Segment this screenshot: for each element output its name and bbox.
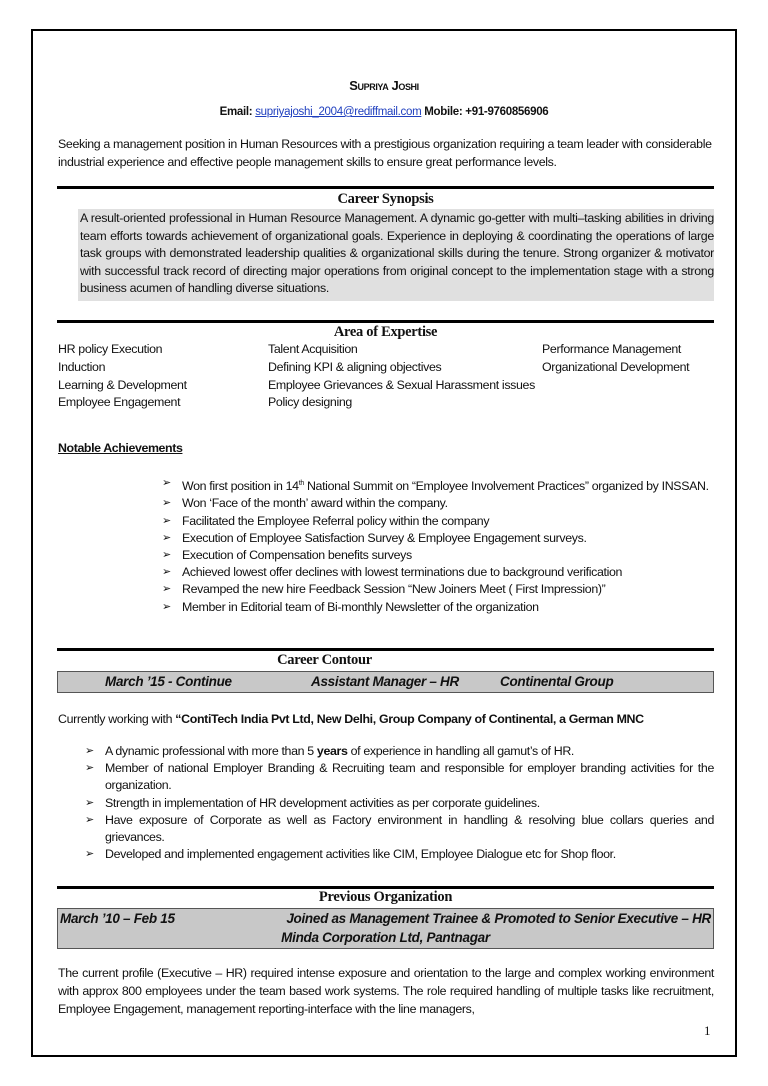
list-item: ➢ Developed and implemented engagement activities like CIM, Employee Dialogue etc for Shop floor. (85, 846, 714, 863)
expertise-item: Employee Grievances & Sexual Harassment issues (268, 377, 535, 392)
expertise-col-3 (542, 341, 689, 377)
list-item: ➢ Revamped the new hire Feedback Session “New Joiners Meet ( First Impression)” (162, 581, 714, 598)
email-label: Email: (219, 106, 253, 118)
previous-heading: Previous Organization (318, 889, 453, 905)
list-item: ➢ Won first position in 14th National Summit on “Employee Involvement Practices” organized by INSSAN. (162, 477, 709, 494)
arrow-bullet-icon: ➢ (162, 600, 171, 613)
arrow-bullet-icon: ➢ (85, 762, 94, 775)
expertise-item: Talent Acquisition (268, 342, 358, 356)
list-item: ➢ Member of national Employer Branding & Recruiting team and responsible for employer branding activities for the organization. (85, 761, 714, 793)
list-item: ➢ Member in Editorial team of Bi-monthly Newsletter of the organization (162, 599, 714, 616)
list-item: ➢ A dynamic professional with more than 5 years of experience in handling all gamut’s of HR. (85, 743, 714, 760)
expertise-item: Employee Engagement (58, 395, 181, 410)
role: Assistant Manager – HR (311, 674, 459, 689)
expertise-item: Induction (58, 359, 106, 374)
list-item: ➢ Execution of Employee Satisfaction Survey & Employee Engagement surveys. (162, 530, 714, 547)
synopsis-heading: Career Synopsis (337, 191, 434, 207)
objective: Seeking a management position in Human Resources with a prestigious organization requiring a team leader with considerable industrial experience and effective people management skills to ensure great performance levels. (58, 137, 712, 169)
mobile: Mobile: +91-9760856906 (424, 106, 549, 118)
email-link[interactable]: supriyajoshi_2004@rediffmail.com (255, 106, 422, 118)
arrow-bullet-icon: ➢ (85, 848, 94, 861)
divider (57, 186, 714, 189)
role: Joined as Management Trainee & Promoted to Senior Executive – HR (286, 911, 711, 926)
arrow-bullet-icon: ➢ (162, 566, 171, 579)
current-role-list (85, 743, 714, 863)
company: Minda Corporation Ltd, Pantnagar (281, 930, 490, 945)
expertise-item: Organizational Development (542, 359, 690, 374)
list-item: ➢ Have exposure of Corporate as well as Factory environment in handling & resolving blue collars queries and grievances. (85, 812, 714, 845)
list-item: ➢ Facilitated the Employee Referral policy within the company (162, 513, 714, 530)
achievements-heading: Notable Achievements (58, 441, 183, 455)
expertise-item: Learning & Development (58, 377, 187, 392)
company: Continental Group (500, 674, 614, 689)
arrow-bullet-icon: ➢ (162, 497, 171, 510)
arrow-bullet-icon: ➢ (85, 813, 94, 826)
list-item: ➢ Won ‘Face of the month’ award within the company. (162, 495, 714, 512)
expertise-item: HR policy Execution (58, 342, 163, 356)
contour-heading: Career Contour (277, 652, 372, 668)
arrow-bullet-icon: ➢ (162, 514, 171, 527)
period: March ’15 - Continue (105, 674, 232, 689)
contact-line (0, 106, 768, 118)
divider (57, 648, 714, 651)
previous-role-band (57, 908, 714, 949)
arrow-bullet-icon: ➢ (162, 531, 171, 544)
expertise-item: Policy designing (268, 395, 352, 410)
arrow-bullet-icon: ➢ (162, 477, 171, 489)
expertise-col-1 (58, 341, 187, 412)
arrow-bullet-icon: ➢ (162, 548, 171, 561)
period: March ’10 – Feb 15 (60, 911, 175, 926)
expertise-item: Defining KPI & aligning objectives (268, 359, 442, 374)
expertise-col-2 (268, 341, 535, 412)
previous-description: The current profile (Executive – HR) required intense exposure and orientation to the large and complex working environment with approx 800 employees under the team based work systems. The role required handling of multiple tasks like recruitment, Employee Engagement, management reporting-interface with the line managers, (58, 966, 714, 1016)
list-item: ➢ Achieved lowest offer declines with lowest terminations due to background verification (162, 564, 714, 581)
list-item: ➢ Strength in implementation of HR development activities as per corporate guidelines. (85, 795, 714, 812)
page-number: 1 (704, 1023, 711, 1038)
divider (57, 320, 714, 323)
expertise-heading: Area of Expertise (333, 324, 438, 340)
synopsis-text: A result-oriented professional in Human Resource Management. A dynamic go-getter with multi–tasking abilities in driving team efforts towards achievement of organizational goals. Experience in deploying & coordinating the operations of large task groups with demonstrated leadership qualities & organizational skills during the tenure. Strong organizer & motivator with successful track record of directing major operations from original concept to the implementation stage with a strong business acumen of handling diverse situations. (78, 209, 714, 301)
arrow-bullet-icon: ➢ (85, 745, 94, 757)
current-employer: Currently working with “ContiTech India Pvt Ltd, New Delhi, Group Company of Continental, a German MNC (58, 712, 644, 726)
arrow-bullet-icon: ➢ (85, 796, 94, 809)
candidate-name: Supriya Joshi (349, 78, 419, 93)
achievements-list (162, 475, 714, 616)
arrow-bullet-icon: ➢ (162, 583, 171, 596)
current-role-band (57, 671, 714, 693)
expertise-item: Performance Management (542, 342, 681, 356)
list-item: ➢ Execution of Compensation benefits surveys (162, 547, 714, 564)
